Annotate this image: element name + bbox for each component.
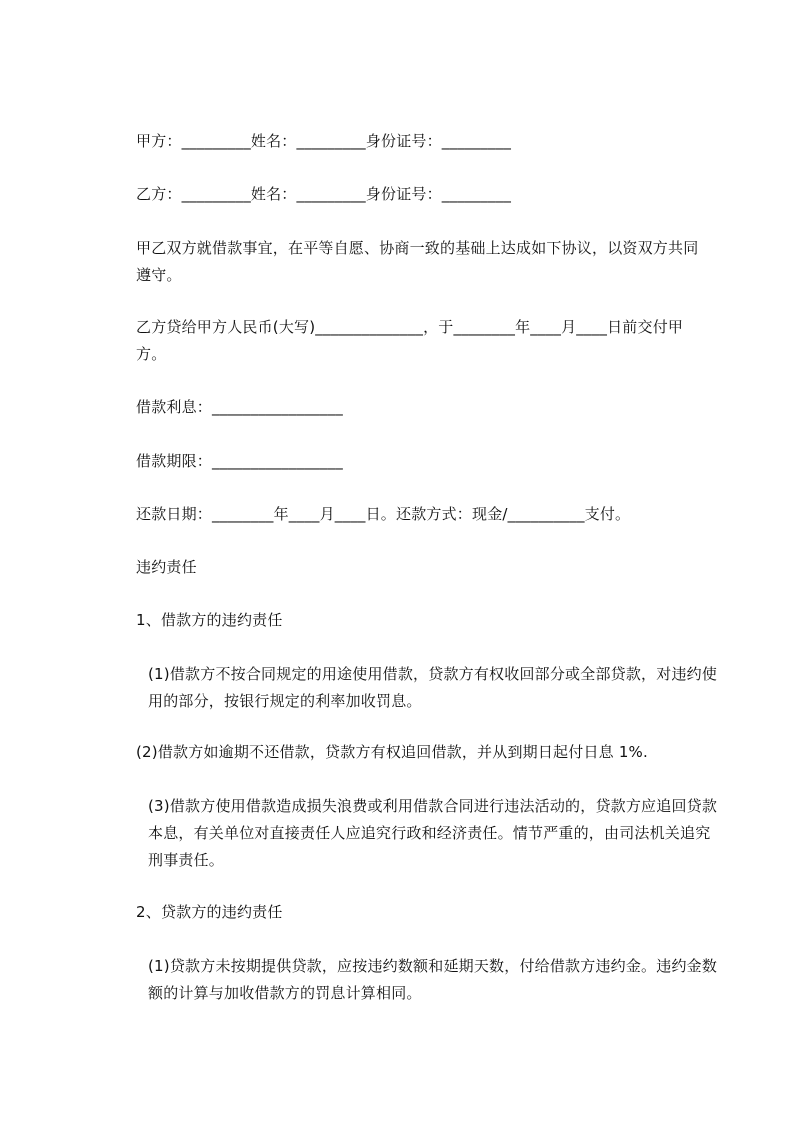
borrower-clause-2: (2)借款方如逾期不还借款，贷款方有权追回借款，并从到期日起付日息 1%.: [136, 743, 648, 761]
loan-interest-line: 借款利息：_________________: [136, 398, 343, 416]
lender-breach-heading: 2、贷款方的违约责任: [136, 903, 283, 921]
lender-clause-1: (1)贷款方未按期提供贷款，应按违约数额和延期天数，付给借款方违约金。违约金数额的计算与加收借款方的罚息计算相同。: [148, 957, 718, 1002]
agreement-intro: 甲乙双方就借款事宜，在平等自愿、协商一致的基础上达成如下协议，以资双方共同遵守。: [136, 239, 699, 284]
borrower-clause-3: (3)借款方使用借款造成损失浪费或利用借款合同进行违法活动的，贷款方应追回贷款本息，有关单位对直接责任人应追究行政和经济责任。情节严重的，由司法机关追究刑事责任。: [148, 797, 718, 869]
repayment-line: 还款日期：________年____月____日。还款方式：现金/__________支付。: [136, 505, 631, 523]
breach-heading: 违约责任: [136, 558, 197, 576]
party-a-line: 甲方：_________姓名：_________身份证号：_________: [136, 132, 512, 150]
party-b-line: 乙方：_________姓名：_________身份证号：_________: [136, 185, 512, 203]
borrower-breach-heading: 1、借款方的违约责任: [136, 611, 283, 629]
loan-term-line: 借款期限：_________________: [136, 452, 343, 470]
borrower-clause-1: (1)借款方不按合同规定的用途使用借款，贷款方有权收回部分或全部贷款，对违约使用的部分，按银行规定的利率加收罚息。: [148, 665, 718, 710]
loan-amount-clause: 乙方贷给甲方人民币(大写)______________，于________年____月____日前交付甲方。: [136, 318, 684, 363]
